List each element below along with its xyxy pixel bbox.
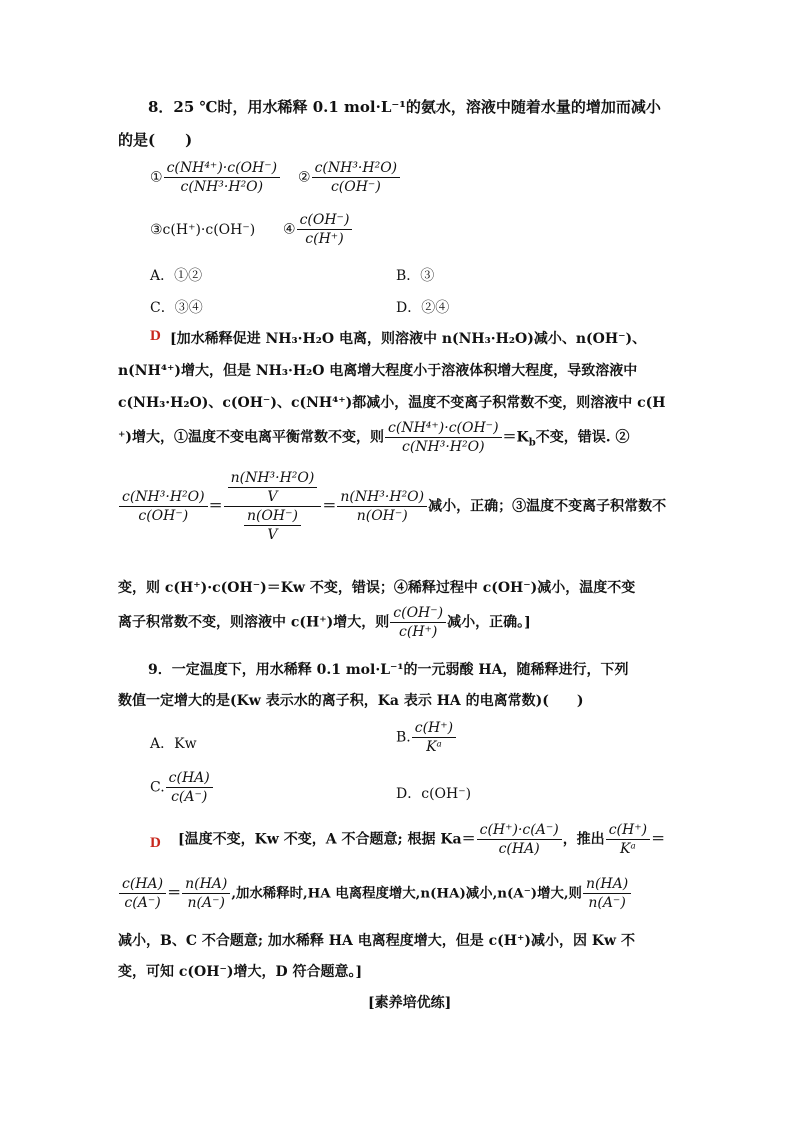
q8-exp-l5-inner-top [228,470,318,505]
q9-exp-l2-den3: n(A⁻) [588,895,626,912]
q8-exp-l4-fraction [385,420,502,455]
q8-explanation-line4 [118,420,629,455]
q8-option-4-mark: ④ [283,221,296,238]
q8-option-4-num: c(OH⁻) [297,212,353,230]
q9-choice-b-den: Kᵃ [426,739,442,756]
q8-stem-line1: 8．25 ℃时，用水稀释 0.1 mol·L⁻¹的氨水，溶液中随着水量的增加而减小 [148,98,661,116]
q8-exp-l7-num: c(OH⁻) [390,605,446,623]
q8-exp-l7-tail: 减小，正确。] [447,614,531,631]
q8-exp-l5-rhs-den: n(OH⁻) [356,508,408,525]
q9-exp-l1-den: c(HA) [498,841,540,858]
q9-exp-l2-num2: n(HA) [182,876,230,894]
q8-option-2 [298,160,401,195]
q9-choice-a: A．Kw [150,736,197,752]
q8-exp-l4-kb-sub: b [528,437,536,449]
q9-choice-b [396,720,457,755]
q8-explanation-line1: [加水稀释促进 NH₃·H₂O 电离，则溶液中 n(NH₃·H₂O)减小、n(OH⁻)、 [170,331,647,347]
q8-option-2-mark: ② [298,169,311,186]
q9-choice-d: D．c(OH⁻) [396,786,472,802]
q8-exp-l4-text: ⁺)增大，①温度不变电离平衡常数不变，则 [118,429,385,446]
q9-choice-b-fraction [412,720,456,755]
q9-exp-l1-num2: c(H⁺) [606,822,650,840]
q9-choice-b-mark: B. [396,729,411,746]
q8-exp-l4-tail: 不变，错误. ② [535,429,630,446]
q9-explanation-line2 [118,876,632,911]
q8-option-2-num: c(NH³·H²O) [312,160,401,178]
q8-option-2-den: c(OH⁻) [330,179,381,196]
q8-explanation-line3: c(NH₃·H₂O)、c(OH⁻)、c(NH⁴⁺)都减小，温度不变离子积常数不变，则溶液中 c(H [118,395,666,411]
q8-exp-l7-text: 离子积常数不变，则溶液中 c(H⁺)增大，则 [118,614,390,631]
q9-exp-l1-num: c(H⁺)·c(A⁻) [477,822,562,840]
q9-stem-line2: 数值一定增大的是(Kw 表示水的离子积，Ka 表示 HA 的电离常数)( ) [118,693,584,709]
q8-exp-l7-den: c(H⁺) [399,624,438,641]
q9-exp-l1-eq: ＝ [651,831,666,848]
q9-exp-l2-den2: n(A⁻) [187,895,225,912]
q9-exp-l1-den2: Kᵃ [620,841,636,858]
q8-exp-l5-inner-bottom [244,508,301,543]
q8-explanation-line6: 变，则 c(H⁺)·c(OH⁻)＝Kw 不变，错误；④稀释过程中 c(OH⁻)减小，温度不变 [118,580,636,596]
q8-option-4-fraction [297,212,353,247]
q8-exp-l5-inner-top-den: V [267,489,278,506]
q9-exp-l1-mid: ，推出 [562,831,605,848]
q8-exp-l5-tail: 减小，正确；③温度不变离子积常数不 [428,498,667,515]
q9-answer: D [150,835,161,851]
q9-exp-l2-eq: ＝ [167,885,182,902]
q8-exp-l7-fraction [390,605,446,640]
q8-option-1-den: c(NH³·H²O) [180,179,264,196]
q8-exp-l5-eq2: ＝ [322,498,337,515]
q8-explanation-line2: n(NH⁴⁺)增大，但是 NH₃·H₂O 电离增大程度小于溶液体积增大程度，导致溶液中 [118,363,638,379]
q8-exp-l5-lhs-den: c(OH⁻) [138,508,189,525]
q9-exp-l1-fraction1 [477,822,562,857]
q9-exp-l1-text: [温度不变，Kw 不变，A 不合题意; 根据 Ka＝ [178,831,476,848]
q8-exp-l5-inner-bottom-num: n(OH⁻) [244,508,301,526]
q9-exp-l2-num1: c(HA) [119,876,166,894]
q9-exp-l2-num3: n(HA) [583,876,631,894]
q9-choice-b-num: c(H⁺) [412,720,456,738]
q8-exp-l5-lhs-num: c(NH³·H²O) [119,489,208,507]
q8-exp-l5-rhs-num: n(NH³·H²O) [337,489,427,507]
q8-exp-l5-big-fraction [224,470,322,543]
q8-exp-l5-big-den [240,507,305,543]
q8-explanation-line7 [118,605,531,640]
q8-option-2-fraction [312,160,401,195]
q9-exp-l2-text: ,加水稀释时,HA 电离程度增大,n(HA)减小,n(A⁻)增大,则 [231,885,582,902]
section-footer: [素养培优练] [368,995,452,1011]
q8-exp-l5-eq1: ＝ [208,498,223,515]
q9-choice-c-mark: C. [150,779,165,796]
q9-choice-c-den: c(A⁻) [171,789,208,806]
q9-stem-line1: 9．一定温度下，用水稀释 0.1 mol·L⁻¹的一元弱酸 HA，随稀释进行，下列 [148,662,629,678]
q8-choice-c: C．③④ [150,300,203,316]
q8-exp-l5-rhs [337,489,427,524]
q8-exp-l5-inner-bottom-den: V [267,527,278,544]
q8-option-1-mark: ① [150,169,163,186]
q8-explanation-line5 [118,470,666,543]
q8-option-3: ③c(H⁺)·c(OH⁻) [150,222,256,238]
q9-choice-c [150,770,214,805]
q9-choice-c-fraction [166,770,213,805]
q9-exp-l1-fraction2 [606,822,650,857]
q9-explanation-line3: 减小，B、C 不合题意; 加水稀释 HA 电离程度增大，但是 c(H⁺)减小，因 Kw 不 [118,933,635,949]
q8-exp-l4-den: c(NH³·H²O) [401,439,485,456]
q8-option-1-num: c(NH⁴⁺)·c(OH⁻) [164,160,281,178]
q8-choice-a: A．①② [150,268,203,284]
q8-exp-l5-inner-top-num: n(NH³·H²O) [228,470,318,488]
q8-exp-l5-big-num [224,470,322,507]
q8-option-4 [283,212,353,247]
q9-explanation-line4: 变，可知 c(OH⁻)增大，D 符合题意。] [118,964,363,980]
q8-choice-d: D．②④ [396,300,450,316]
q8-stem-line2: 的是( ) [118,131,193,149]
q8-answer: D [150,328,161,344]
q9-exp-l2-den1: c(A⁻) [124,895,161,912]
q9-exp-l2-fraction2 [182,876,230,911]
q8-choice-b: B．③ [396,268,435,284]
q9-exp-l2-fraction1 [119,876,166,911]
q8-option-1 [150,160,281,195]
q9-exp-l2-fraction3 [583,876,631,911]
q9-explanation-line1 [178,822,665,857]
q8-option-1-fraction [164,160,281,195]
q8-exp-l5-lhs [119,489,208,524]
q8-option-4-den: c(H⁺) [305,231,344,248]
q8-exp-l4-num: c(NH⁴⁺)·c(OH⁻) [385,420,502,438]
q8-exp-l4-kb: ＝K [502,429,529,446]
q9-choice-c-num: c(HA) [166,770,213,788]
